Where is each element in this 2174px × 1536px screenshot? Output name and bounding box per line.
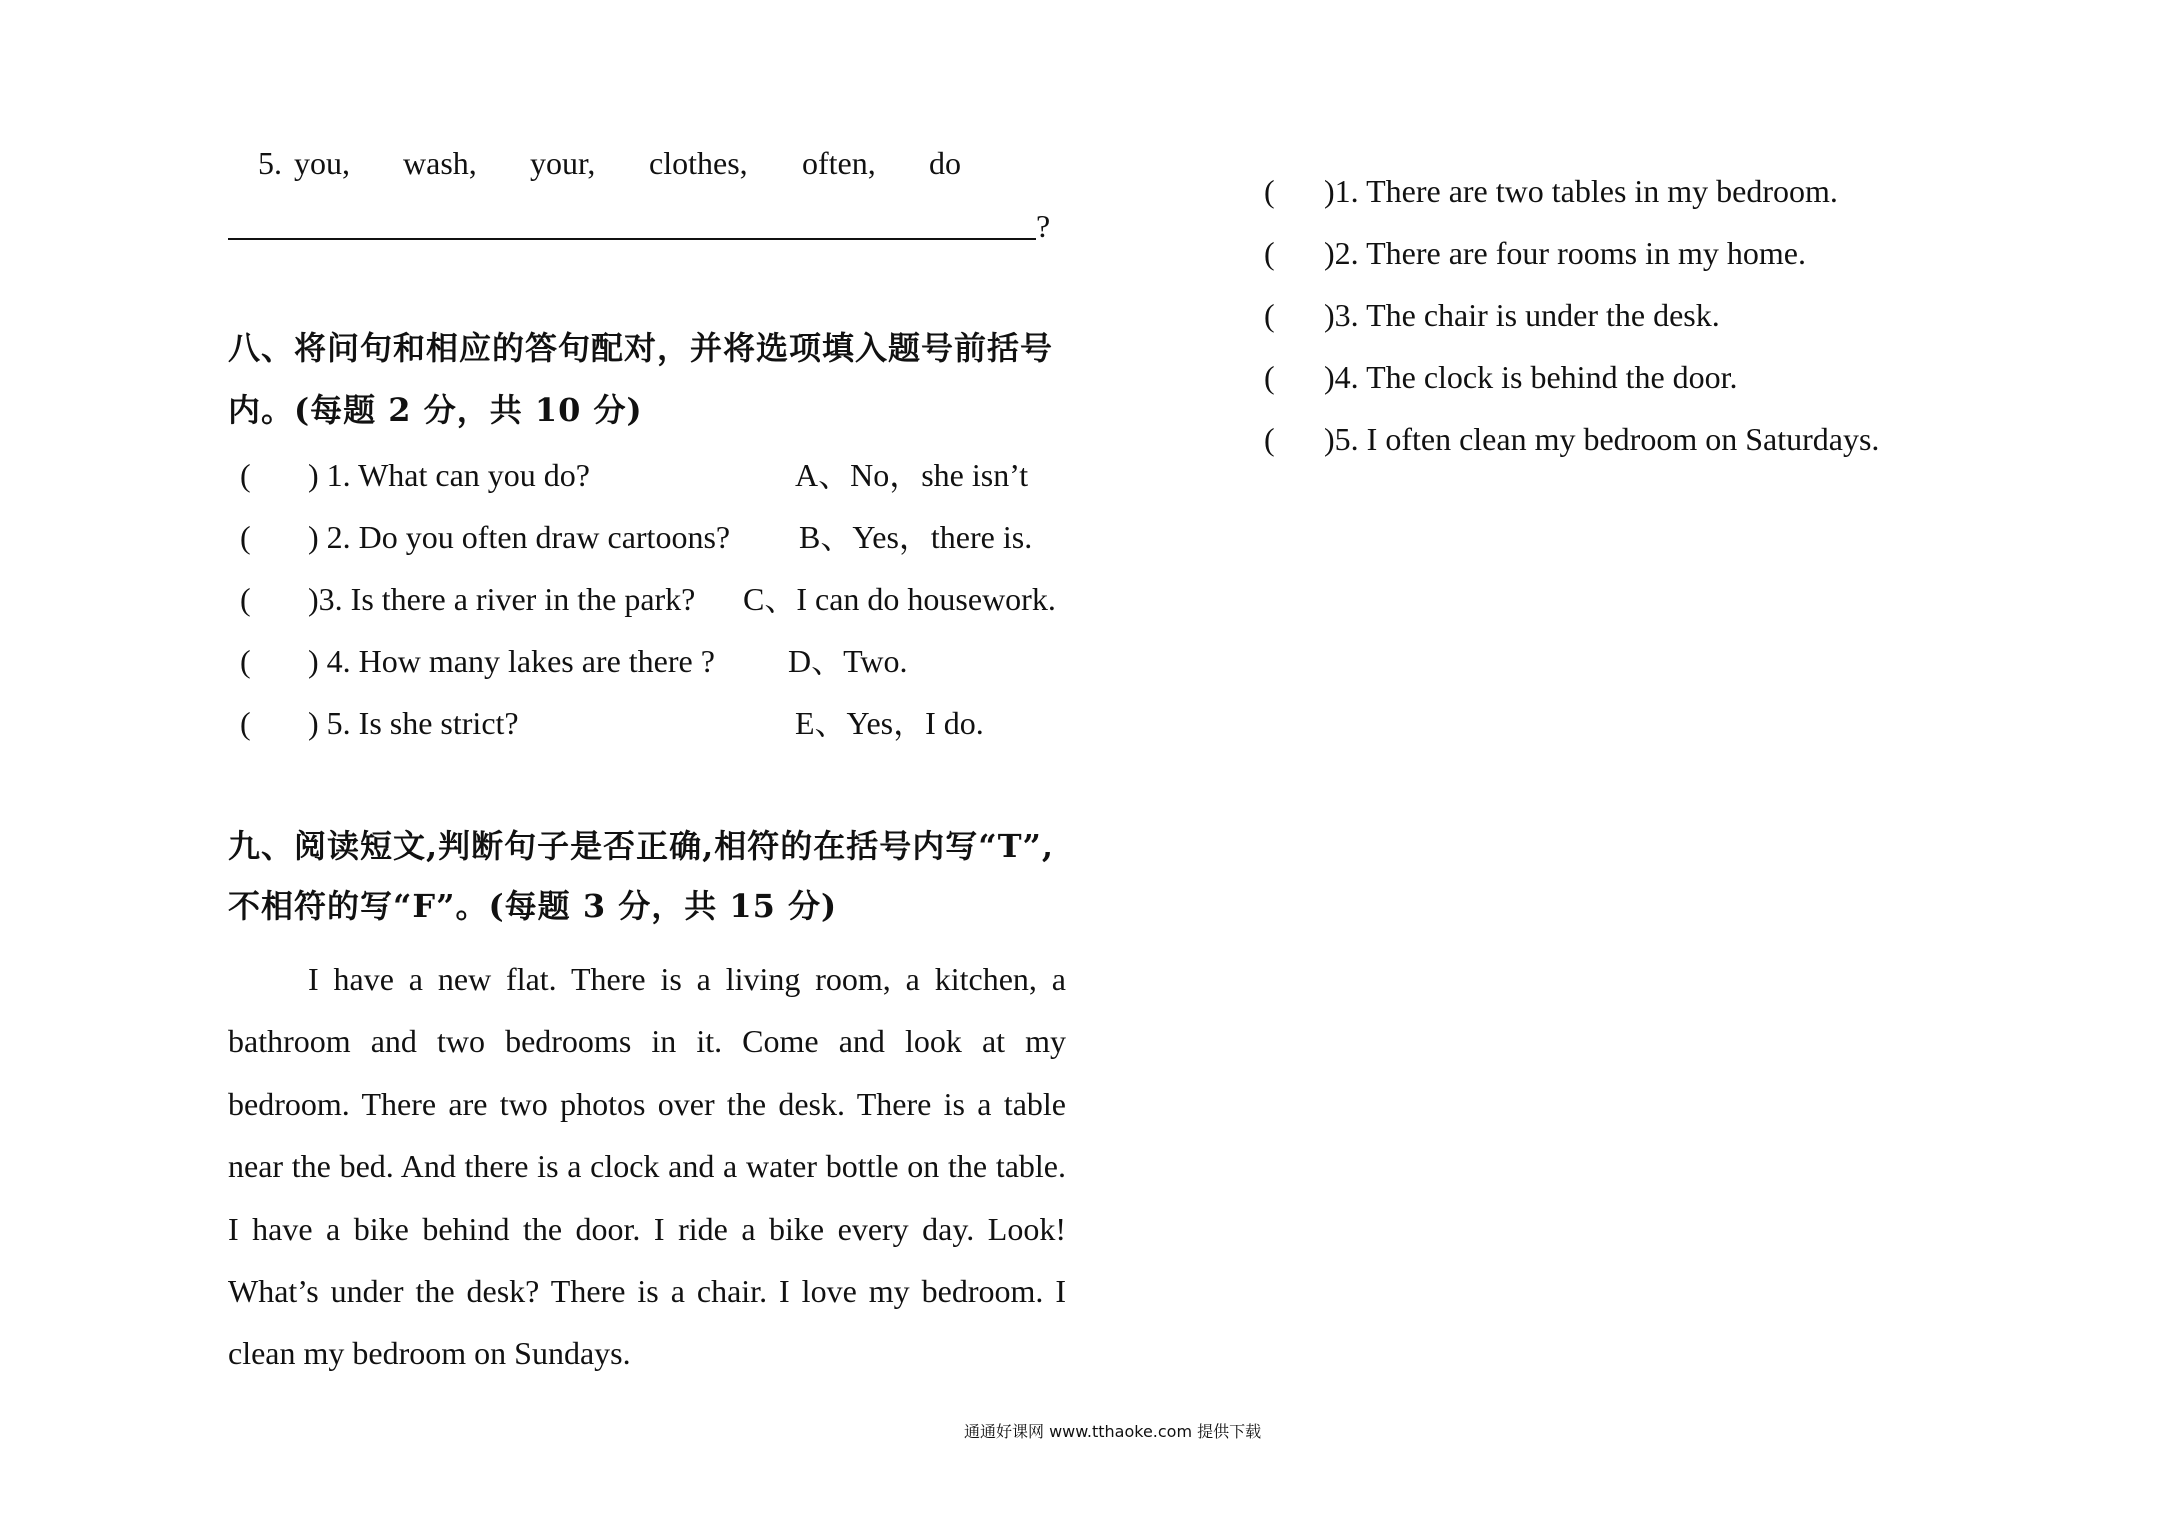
answer-paren[interactable]: ( — [240, 705, 251, 741]
question-text: ) 1. What can you do? — [308, 457, 590, 493]
reorder-item-number: 5. — [258, 145, 282, 181]
matching-question — [240, 703, 519, 743]
tf-statement — [1264, 233, 1806, 273]
matching-question — [240, 517, 730, 557]
answer-paren[interactable]: ( — [1264, 421, 1275, 457]
answer-paren[interactable]: ( — [240, 519, 251, 555]
answer-paren[interactable]: ( — [1264, 235, 1275, 271]
statement-text: )2. There are four rooms in my home. — [1324, 235, 1806, 271]
answer-paren[interactable]: ( — [240, 581, 251, 617]
question-text: ) 5. Is she strict? — [308, 705, 519, 741]
answer-paren[interactable]: ( — [1264, 359, 1275, 395]
section8-title-line2: 内。(每题 2 分，共 10 分) — [228, 391, 643, 429]
tf-statement — [1264, 357, 1738, 397]
matching-answer: D、Two. — [788, 643, 908, 679]
answer-paren[interactable]: ( — [1264, 173, 1275, 209]
matching-question — [240, 579, 695, 619]
reorder-word: wash, — [403, 145, 477, 181]
question-text: ) 4. How many lakes are there ? — [308, 643, 715, 679]
question-mark: ? — [1036, 208, 1051, 244]
section8-title-line1: 八、将问句和相应的答句配对，并将选项填入题号前括号 — [228, 329, 1054, 367]
statement-text: )1. There are two tables in my bedroom. — [1324, 173, 1838, 209]
reorder-word: do — [929, 145, 961, 181]
section9-title-line2: 不相符的写“F”。(每题 3 分，共 15 分) — [228, 887, 838, 925]
question-text: )3. Is there a river in the park? — [308, 581, 696, 617]
matching-answer: A、No，she isn’t — [795, 457, 1029, 493]
matching-answer: E、Yes，I do. — [795, 705, 984, 741]
answer-paren[interactable]: ( — [240, 643, 251, 679]
tf-statement — [1264, 171, 1838, 211]
statement-text: )3. The chair is under the desk. — [1324, 297, 1720, 333]
matching-answer: B、Yes，there is. — [799, 519, 1033, 555]
answer-paren[interactable]: ( — [1264, 297, 1275, 333]
statement-text: )4. The clock is behind the door. — [1324, 359, 1738, 395]
statement-text: )5. I often clean my bedroom on Saturdays. — [1324, 421, 1880, 457]
section9-title-line1: 九、阅读短文,判断句子是否正确,相符的在括号内写“T”, — [228, 827, 1055, 865]
tf-statement — [1264, 295, 1720, 335]
reorder-word: often, — [802, 145, 876, 181]
reorder-word: your, — [530, 145, 596, 181]
matching-question — [240, 641, 715, 681]
answer-paren[interactable]: ( — [240, 457, 251, 493]
question-text: ) 2. Do you often draw cartoons? — [308, 519, 731, 555]
tf-statement — [1264, 419, 1879, 459]
answer-line[interactable] — [228, 238, 1036, 240]
reading-passage — [228, 948, 1066, 1385]
reorder-word: clothes, — [649, 145, 748, 181]
passage-text: I have a new flat. There is a living room, a kitchen, a bathroom and two bedrooms in it. Come and look at my bedroom. There are two photos over the desk. There is a table near the bed. And there is a clock and a water bottle on the table. I have a bike behind the door. I ride a bike every day. Look! What’s under the desk? There is a chair. I love my bedroom. I clean my bedroom on Sundays. — [228, 961, 1066, 1372]
reorder-word: you, — [294, 145, 350, 181]
matching-question — [240, 455, 590, 495]
footer-source: 通通好课网 www.tthaoke.com 提供下载 — [964, 1422, 1262, 1441]
matching-answer: C、I can do housework. — [743, 581, 1056, 617]
